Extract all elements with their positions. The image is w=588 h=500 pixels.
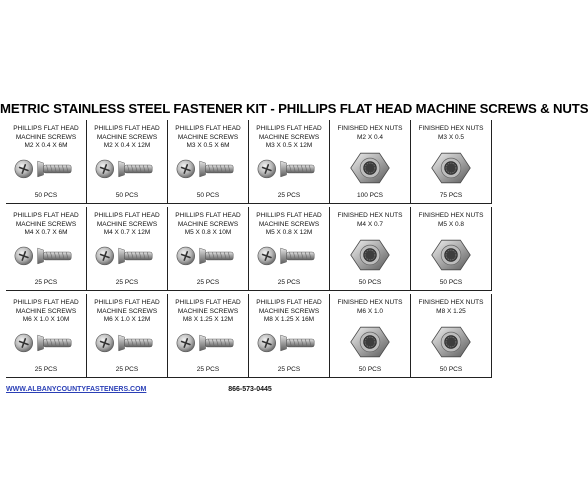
piece-count: 25 PCS: [196, 366, 220, 373]
label-line: MACHINE SCREWS: [258, 307, 320, 315]
compartment-label: [6, 125, 86, 151]
label-line: M6 X 1.0 X 12M: [103, 316, 151, 323]
screw-compartment: [168, 294, 249, 378]
compartment-label: [330, 125, 410, 142]
flat-head-screw-icon: [168, 324, 248, 360]
label-line: FINISHED HEX NUTS: [418, 212, 484, 219]
compartment-label: [87, 125, 167, 151]
label-line: MACHINE SCREWS: [177, 133, 239, 141]
piece-count: 25 PCS: [34, 366, 58, 373]
flat-head-screw-icon: [6, 324, 86, 360]
label-line: PHILLIPS FLAT HEAD: [175, 212, 241, 219]
flat-head-screw-icon: [249, 150, 329, 186]
label-line: M4 X 0.7 X 12M: [103, 229, 151, 236]
compartment-label: [168, 299, 248, 325]
label-line: M8 X 1.25 X 12M: [182, 316, 234, 323]
label-line: M2 X 0.4 X 6M: [24, 142, 68, 149]
phone-number: 866-573-0445: [228, 386, 272, 393]
hex-nut-compartment: [411, 120, 492, 204]
flat-head-screw-icon: [168, 150, 248, 186]
label-line: FINISHED HEX NUTS: [337, 299, 403, 306]
screw-compartment: [87, 207, 168, 291]
compartment-label: [411, 299, 491, 316]
piece-count: 25 PCS: [277, 366, 301, 373]
label-line: MACHINE SCREWS: [177, 220, 239, 228]
hex-nut-compartment: [330, 294, 411, 378]
piece-count: 75 PCS: [439, 192, 463, 199]
label-line: PHILLIPS FLAT HEAD: [256, 299, 322, 306]
label-line: MACHINE SCREWS: [96, 307, 158, 315]
screw-compartment: [87, 294, 168, 378]
piece-count: 50 PCS: [439, 279, 463, 286]
label-line: M5 X 0.8: [437, 220, 464, 228]
label-line: MACHINE SCREWS: [258, 133, 320, 141]
compartment-label: [168, 125, 248, 151]
screw-compartment: [249, 207, 330, 291]
flat-head-screw-icon: [87, 237, 167, 273]
flat-head-screw-icon: [249, 324, 329, 360]
compartment-label: [330, 299, 410, 316]
screw-compartment: [168, 207, 249, 291]
fastener-grid: [6, 120, 494, 382]
hex-nut-icon: [411, 237, 491, 273]
hex-nut-compartment: [411, 294, 492, 378]
compartment-label: [411, 212, 491, 229]
label-line: M5 X 0.8 X 10M: [184, 229, 232, 236]
label-line: FINISHED HEX NUTS: [418, 299, 484, 306]
flat-head-screw-icon: [249, 237, 329, 273]
hex-nut-compartment: [330, 207, 411, 291]
hex-nut-icon: [330, 150, 410, 186]
hex-nut-icon: [411, 150, 491, 186]
flat-head-screw-icon: [168, 237, 248, 273]
label-line: PHILLIPS FLAT HEAD: [13, 299, 79, 306]
piece-count: 50 PCS: [358, 279, 382, 286]
label-line: M8 X 1.25: [436, 307, 466, 315]
label-line: PHILLIPS FLAT HEAD: [256, 212, 322, 219]
label-line: MACHINE SCREWS: [96, 220, 158, 228]
flat-head-screw-icon: [6, 237, 86, 273]
hex-nut-compartment: [411, 207, 492, 291]
compartment-label: [168, 212, 248, 238]
label-line: M3 X 0.5: [437, 133, 464, 141]
grid-row: [6, 207, 494, 294]
website-link[interactable]: WWW.ALBANYCOUNTYFASTENERS.COM: [6, 386, 147, 393]
compartment-label: [249, 299, 329, 325]
label-line: M8 X 1.25 X 16M: [263, 316, 315, 323]
compartment-label: [249, 212, 329, 238]
piece-count: 50 PCS: [115, 192, 139, 199]
compartment-label: [87, 212, 167, 238]
grid-row: [6, 294, 494, 381]
compartment-label: [411, 125, 491, 142]
compartment-label: [330, 212, 410, 229]
hex-nut-icon: [411, 324, 491, 360]
piece-count: 25 PCS: [277, 192, 301, 199]
label-line: PHILLIPS FLAT HEAD: [175, 299, 241, 306]
label-line: PHILLIPS FLAT HEAD: [13, 125, 79, 132]
piece-count: 25 PCS: [115, 366, 139, 373]
piece-count: 25 PCS: [115, 279, 139, 286]
flat-head-screw-icon: [6, 150, 86, 186]
hex-nut-icon: [330, 324, 410, 360]
label-line: PHILLIPS FLAT HEAD: [94, 299, 160, 306]
piece-count: 25 PCS: [34, 279, 58, 286]
piece-count: 50 PCS: [358, 366, 382, 373]
label-line: FINISHED HEX NUTS: [337, 125, 403, 132]
compartment-label: [6, 299, 86, 325]
screw-compartment: [249, 294, 330, 378]
label-line: PHILLIPS FLAT HEAD: [13, 212, 79, 219]
compartment-label: [249, 125, 329, 151]
compartment-label: [87, 299, 167, 325]
piece-count: 50 PCS: [34, 192, 58, 199]
hex-nut-icon: [330, 237, 410, 273]
compartment-label: [6, 212, 86, 238]
screw-compartment: [6, 120, 87, 204]
label-line: PHILLIPS FLAT HEAD: [175, 125, 241, 132]
piece-count: 25 PCS: [277, 279, 301, 286]
label-line: M4 X 0.7: [356, 220, 383, 228]
label-line: M3 X 0.5 X 6M: [186, 142, 230, 149]
piece-count: 25 PCS: [196, 279, 220, 286]
flat-head-screw-icon: [87, 150, 167, 186]
piece-count: 50 PCS: [439, 366, 463, 373]
label-line: FINISHED HEX NUTS: [418, 125, 484, 132]
label-line: PHILLIPS FLAT HEAD: [94, 125, 160, 132]
label-line: MACHINE SCREWS: [177, 307, 239, 315]
label-line: M2 X 0.4: [356, 133, 383, 141]
piece-count: 50 PCS: [196, 192, 220, 199]
label-line: MACHINE SCREWS: [15, 133, 77, 141]
label-line: FINISHED HEX NUTS: [337, 212, 403, 219]
screw-compartment: [87, 120, 168, 204]
label-line: M5 X 0.8 X 12M: [265, 229, 313, 236]
label-line: M6 X 1.0 X 10M: [22, 316, 70, 323]
screw-compartment: [6, 207, 87, 291]
label-line: MACHINE SCREWS: [96, 133, 158, 141]
label-line: M2 X 0.4 X 12M: [103, 142, 151, 149]
label-line: PHILLIPS FLAT HEAD: [94, 212, 160, 219]
hex-nut-compartment: [330, 120, 411, 204]
piece-count: 100 PCS: [356, 192, 384, 199]
label-line: M6 X 1.0: [356, 307, 383, 315]
screw-compartment: [6, 294, 87, 378]
flat-head-screw-icon: [87, 324, 167, 360]
label-line: MACHINE SCREWS: [15, 220, 77, 228]
screw-compartment: [249, 120, 330, 204]
label-line: M3 X 0.5 X 12M: [265, 142, 313, 149]
label-line: M4 X 0.7 X 6M: [24, 229, 68, 236]
label-line: PHILLIPS FLAT HEAD: [256, 125, 322, 132]
label-line: MACHINE SCREWS: [15, 307, 77, 315]
screw-compartment: [168, 120, 249, 204]
label-line: MACHINE SCREWS: [258, 220, 320, 228]
grid-row: [6, 120, 494, 207]
kit-title: METRIC STAINLESS STEEL FASTENER KIT - PHILLIPS FLAT HEAD MACHINE SCREWS & NUTS: [0, 101, 588, 116]
